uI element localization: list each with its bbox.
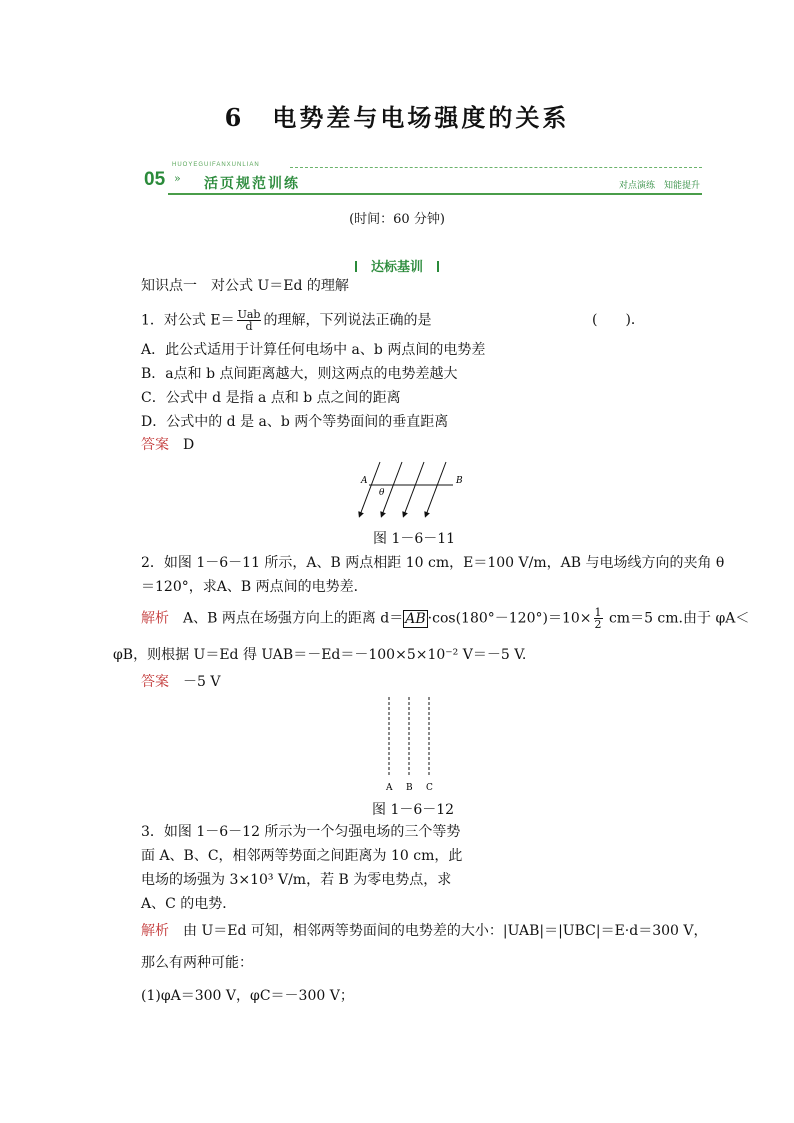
label-a: A bbox=[386, 783, 393, 793]
q3-line-1: 3．如图 1－6－12 所示为一个匀强电场的三个等势 bbox=[141, 824, 461, 840]
q2-solution-line-2: φB，则根据 U＝Ed 得 UAB＝－Ed＝－100×5×10⁻² V＝－5 V. bbox=[113, 647, 527, 663]
banner-label: 活页规范训练 bbox=[204, 175, 300, 191]
label-a: A bbox=[361, 476, 368, 486]
field-line bbox=[404, 462, 424, 515]
q2-line-2: ＝120°，求A、B 两点间的电势差． bbox=[141, 579, 368, 595]
q1-answer: 答案 D bbox=[141, 437, 195, 453]
time-limit: (时间：60 分钟) bbox=[349, 212, 445, 227]
label-c: C bbox=[426, 783, 433, 793]
figure-1-6-12 bbox=[380, 695, 440, 795]
q2-answer: 答案 －5 V bbox=[141, 674, 221, 690]
q1-answer-paren: ( )． bbox=[592, 312, 645, 328]
section-bar-left bbox=[355, 261, 357, 272]
q1-option-a: A．此公式适用于计算任何电场中 a、b 两点间的电势差 bbox=[141, 342, 486, 358]
figure-1-caption: 图 1－6－11 bbox=[373, 531, 456, 547]
field-line bbox=[426, 462, 446, 515]
q3-solution-line-2: 那么有两种可能： bbox=[141, 955, 253, 971]
q1-option-b: B．a点和 b 点间距离越大，则这两点的电势差越大 bbox=[141, 366, 458, 382]
field-line bbox=[360, 462, 380, 515]
banner-dashed-rule bbox=[290, 167, 702, 168]
label-b: B bbox=[456, 476, 463, 486]
q3-solution-line-1: 解析 由 U＝Ed 可知，相邻两等势面间的电势差的大小：|UAB|＝|UBC|＝E·d＝300 V， bbox=[141, 923, 708, 939]
angle-theta: θ bbox=[379, 488, 385, 498]
label-b: B bbox=[406, 783, 413, 793]
q3-solution-line-3: (1)φA＝300 V，φC＝－300 V； bbox=[141, 988, 354, 1004]
banner-pinyin: HUOYEGUIFANXUNLIAN bbox=[172, 162, 260, 168]
section-banner bbox=[140, 160, 702, 196]
ab-boxed: AB bbox=[405, 610, 426, 627]
q1-fraction: $\frac{\text{Uab}}{d}$ bbox=[237, 308, 261, 333]
figure-2-caption: 图 1－6－12 bbox=[372, 802, 455, 818]
q2-fraction: $\frac{1}{2}$ bbox=[594, 606, 602, 631]
double-chevron-icon: » bbox=[174, 172, 181, 185]
banner-rule bbox=[168, 193, 702, 195]
q1-stem: 1．对公式 E＝ $\frac{\text{Uab}}{d}$ 的理解，下列说法正确的是 bbox=[141, 308, 432, 333]
section-heading: 达标基训 bbox=[0, 256, 794, 275]
q3-line-3: 电场的场强为 3×10³ V/m，若 B 为零电势点，求 bbox=[141, 872, 452, 888]
figure-1-6-11 bbox=[355, 460, 470, 520]
page-title: 6 电势差与电场强度的关系 bbox=[224, 103, 570, 132]
banner-right-text: 对点演练 知能提升 bbox=[618, 180, 700, 190]
field-line bbox=[382, 462, 402, 515]
q1-option-c: C．公式中 d 是指 a 点和 b 点之间的距离 bbox=[141, 390, 401, 406]
banner-code: 05 bbox=[144, 169, 166, 190]
section-bar-right bbox=[437, 261, 439, 272]
q3-line-4: A、C 的电势． bbox=[141, 896, 237, 912]
q2-solution-line-1: 解析 A、B 两点在场强方向上的距离 d＝ AB ·cos(180°－120°)＝10× $\frac{1}{2}$ cm＝5 cm.由于 φA＜ bbox=[141, 606, 750, 631]
q1-option-d: D．公式中的 d 是 a、b 两个等势面间的垂直距离 bbox=[141, 414, 449, 430]
knowledge-point-1: 知识点一 对公式 U＝Ed 的理解 bbox=[141, 278, 349, 294]
q3-line-2: 面 A、B、C，相邻两等势面之间距离为 10 cm，此 bbox=[141, 848, 463, 864]
q2-line-1: 2．如图 1－6－11 所示，A、B 两点相距 10 cm，E＝100 V/m，AB 与电场线方向的夹角 θ bbox=[141, 555, 725, 571]
